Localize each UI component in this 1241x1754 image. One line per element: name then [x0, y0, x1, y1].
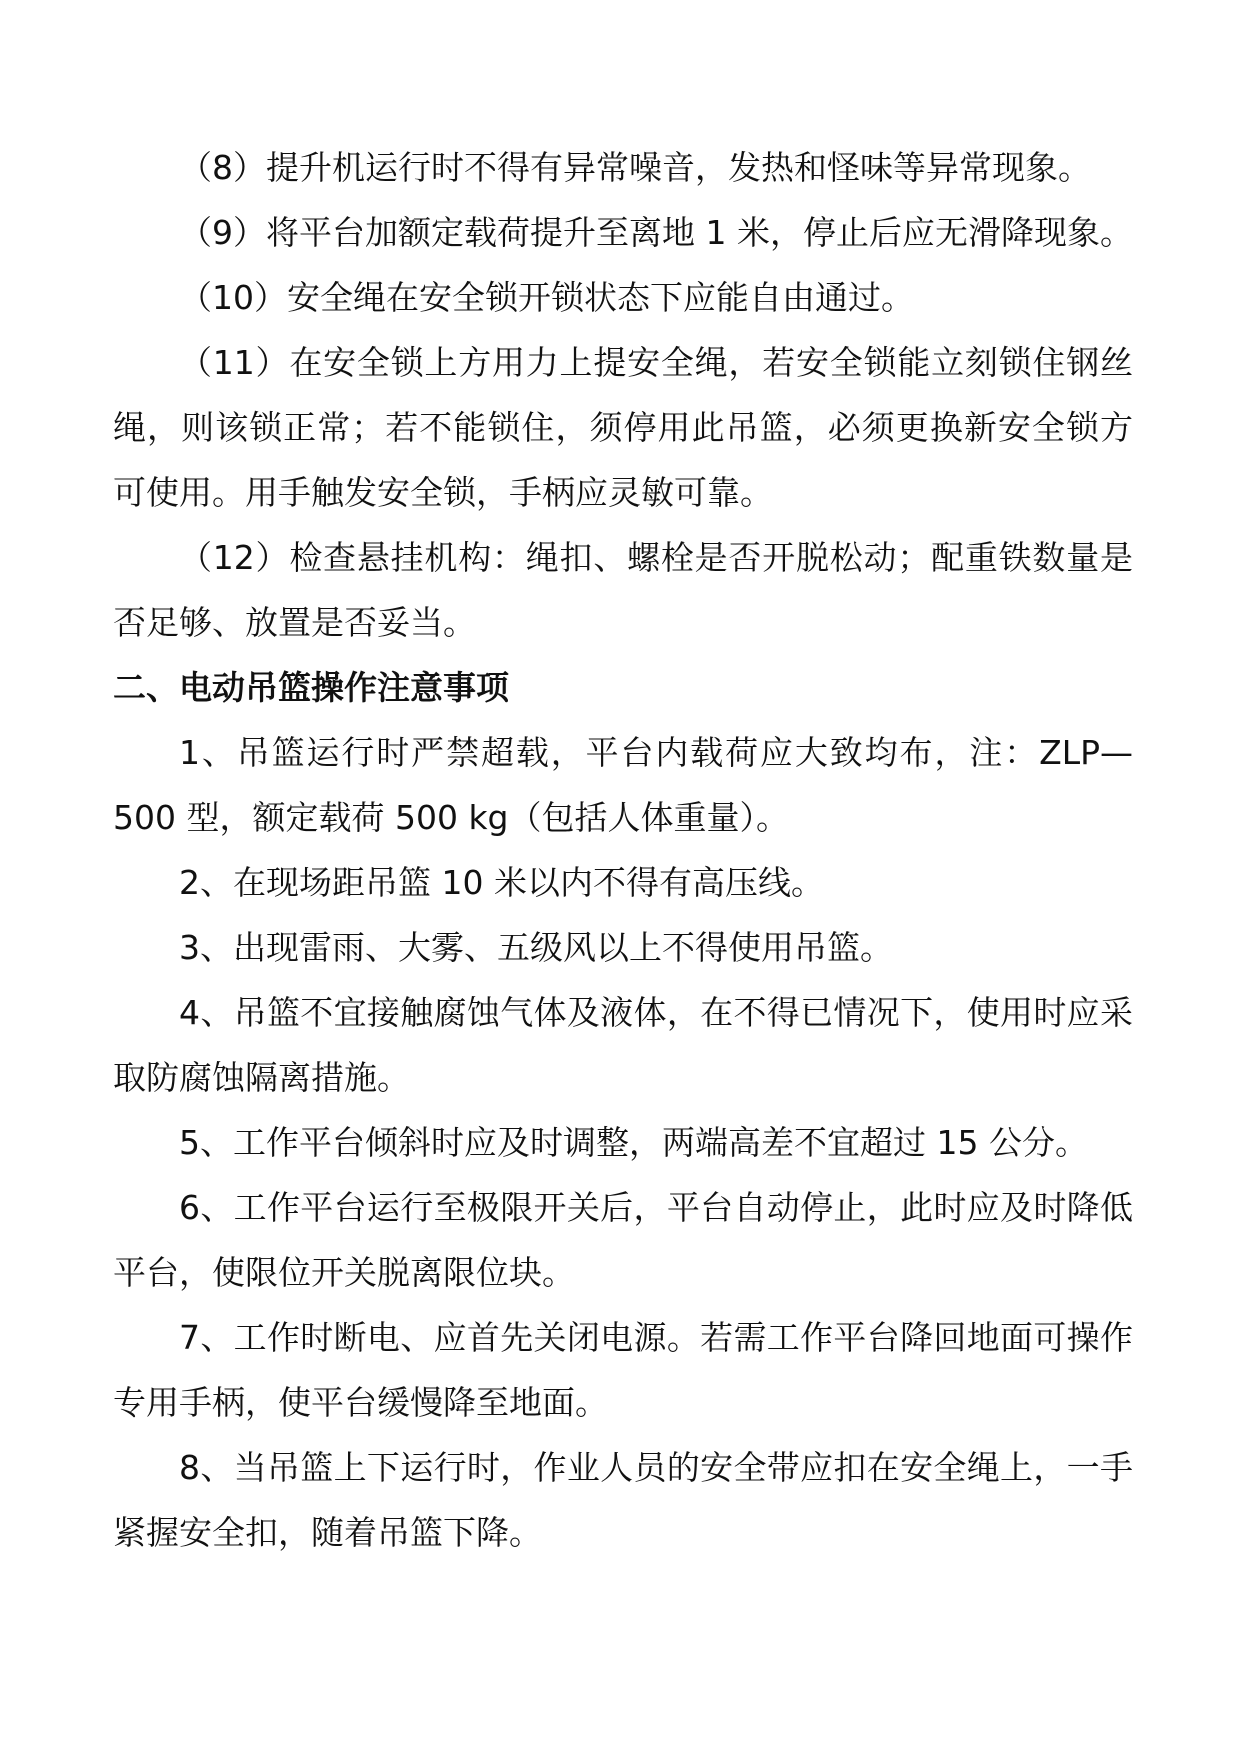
note-1: 1、吊篮运行时严禁超载，平台内载荷应大致均布，注：ZLP—500 型，额定载荷 500 kg（包括人体重量）。	[113, 733, 1133, 837]
note-8: 8、当吊篮上下运行时，作业人员的安全带应扣在安全绳上，一手紧握安全扣，随着吊篮下降。	[113, 1448, 1133, 1552]
note-2: 2、在现场距吊篮 10 米以内不得有高压线。	[179, 863, 824, 902]
document-page	[113, 135, 1133, 1565]
note-7: 7、工作时断电、应首先关闭电源。若需工作平台降回地面可操作专用手柄，使平台缓慢降至地面。	[113, 1318, 1133, 1422]
section-heading: 二、电动吊篮操作注意事项	[113, 668, 509, 707]
check-item-10: （10）安全绳在安全锁开锁状态下应能自由通过。	[179, 278, 914, 317]
note-5: 5、工作平台倾斜时应及时调整，两端高差不宜超过 15 公分。	[179, 1123, 1088, 1162]
note-6: 6、工作平台运行至极限开关后，平台自动停止，此时应及时降低平台，使限位开关脱离限位块。	[113, 1188, 1133, 1292]
check-item-9: （9）将平台加额定载荷提升至离地 1 米，停止后应无滑降现象。	[179, 213, 1133, 252]
note-3: 3、出现雷雨、大雾、五级风以上不得使用吊篮。	[179, 928, 893, 967]
check-item-12: （12）检查悬挂机构：绳扣、螺栓是否开脱松动；配重铁数量是否足够、放置是否妥当。	[113, 538, 1133, 642]
check-item-8: （8）提升机运行时不得有异常噪音，发热和怪味等异常现象。	[179, 148, 1091, 187]
check-item-11: （11）在安全锁上方用力上提安全绳，若安全锁能立刻锁住钢丝绳，则该锁正常；若不能锁住，须停用此吊篮，必须更换新安全锁方可使用。用手触发安全锁，手柄应灵敏可靠。	[113, 343, 1133, 512]
note-4: 4、吊篮不宜接触腐蚀气体及液体，在不得已情况下，使用时应采取防腐蚀隔离措施。	[113, 993, 1133, 1097]
